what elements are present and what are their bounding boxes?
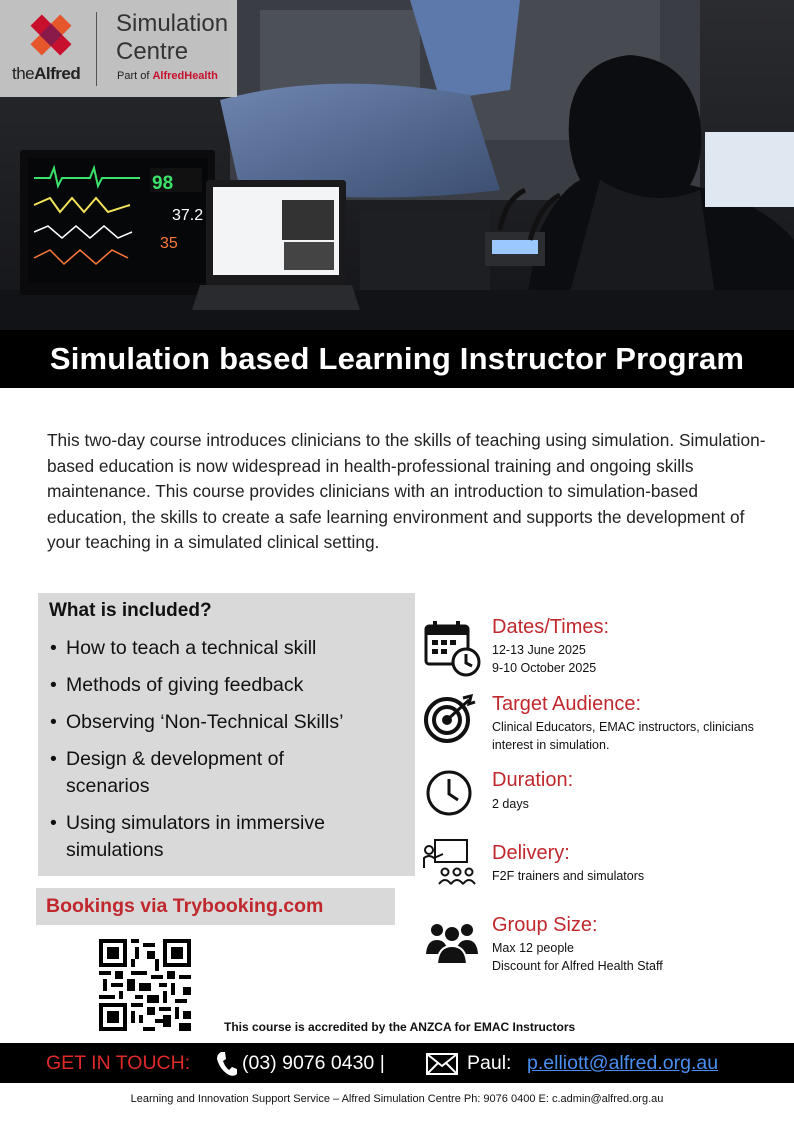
list-item: • How to teach a technical skill (50, 635, 405, 662)
logo-divider (96, 12, 97, 86)
contact-email-link[interactable]: p.elliott@alfred.org.au (527, 1052, 719, 1074)
accreditation-note: This course is accredited by the ANZCA for EMAC Instructors (224, 1020, 576, 1034)
page-title: Simulation based Learning Instructor Program (0, 330, 794, 388)
contact-label: GET IN TOUCH: (46, 1052, 191, 1074)
logo-title: Simulation Centre (116, 10, 229, 65)
contact-phone[interactable]: (03) 9076 0430 | (242, 1052, 385, 1074)
svg-text:98: 98 (152, 173, 174, 194)
list-item: • Methods of giving feedback (50, 672, 405, 699)
presenter-icon (421, 838, 479, 886)
logo-wordmark: theAlfred (12, 64, 81, 83)
phone-icon (216, 1051, 238, 1077)
logo-part-of: Part of AlfredHealth (117, 70, 218, 82)
group-title: Group Size: (492, 914, 598, 936)
list-item: • Using simulators in immersive simulations (50, 810, 366, 864)
duration-text: 2 days (492, 797, 529, 811)
list-item: • Design & development of scenarios (50, 746, 331, 800)
audience-text: Clinical Educators, EMAC instructors, clinicians interest in simulation. (492, 720, 754, 752)
delivery-title: Delivery: (492, 842, 570, 864)
dates-title: Dates/Times: (492, 616, 610, 638)
target-icon (423, 694, 477, 744)
footer: Learning and Innovation Support Service – Alfred Simulation Centre Ph: 9076 0400 E: c.admin@alfred.org.au (130, 1093, 664, 1105)
alfred-logo (0, 0, 237, 97)
contact-name: Paul: (467, 1052, 512, 1074)
dates-text: 12-13 June 2025 9-10 October 2025 (492, 643, 597, 675)
included-panel (38, 593, 415, 876)
calendar-clock-icon (422, 618, 482, 678)
clock-icon (424, 768, 474, 818)
duration-title: Duration: (492, 769, 574, 791)
alfred-cross-logo-icon (28, 12, 74, 58)
intro-paragraph: This two-day course introduces clinicians to the skills of teaching using simulation. Simulation-based education is now widespread in health-professional training and ongoing skills maintenance. This course provides clinicians with an introduction to simulation-based education, the skills to create a safe learning environment and supports the development of your teaching in a simulated clinical setting. (47, 430, 766, 552)
delivery-text: F2F trainers and simulators (492, 869, 645, 883)
group-icon (425, 918, 479, 964)
svg-text:37.2: 37.2 (172, 207, 204, 224)
included-heading: What is included? (49, 600, 212, 621)
contact-bar (0, 1043, 794, 1083)
svg-text:35: 35 (160, 235, 178, 252)
list-item: • Observing ‘Non-Technical Skills’ (50, 709, 405, 736)
group-text: Max 12 people Discount for Alfred Health Staff (492, 941, 663, 973)
mail-icon (426, 1053, 458, 1075)
audience-title: Target Audience: (492, 693, 641, 715)
included-list (50, 635, 405, 874)
qr-code-icon[interactable] (99, 939, 191, 1031)
booking-link[interactable]: Bookings via Trybooking.com (36, 888, 395, 925)
